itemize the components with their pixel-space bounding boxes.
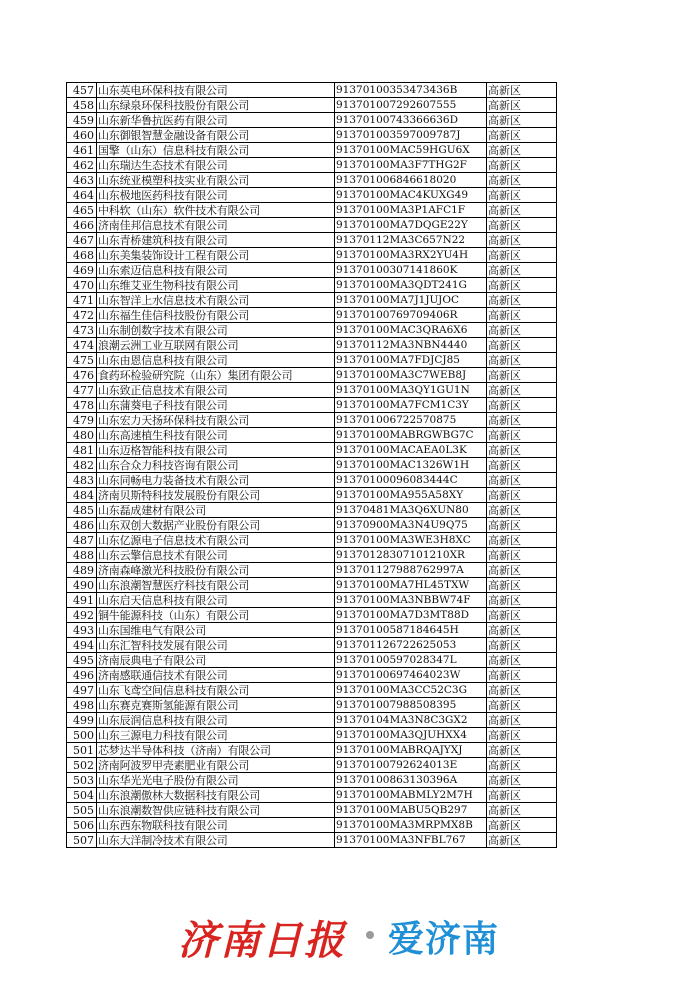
company-name: 山东西东物联科技有限公司 <box>97 818 335 833</box>
credit-code: 91370100MABMLY2M7H <box>335 788 487 803</box>
company-name: 山东国维电气有限公司 <box>97 623 335 638</box>
district: 高新区 <box>487 188 557 203</box>
table-row <box>67 278 557 293</box>
district: 高新区 <box>487 113 557 128</box>
credit-code: 91370100307141860K <box>335 263 487 278</box>
district: 高新区 <box>487 248 557 263</box>
table-row <box>67 428 557 443</box>
row-number: 463 <box>67 173 97 188</box>
table-row <box>67 293 557 308</box>
row-number: 495 <box>67 653 97 668</box>
district: 高新区 <box>487 278 557 293</box>
company-table-container <box>66 82 556 848</box>
company-name: 铜牛能源科技（山东）有限公司 <box>97 608 335 623</box>
credit-code: 91370100MA3CC52C3G <box>335 683 487 698</box>
footer-watermark <box>0 905 700 965</box>
table-row <box>67 443 557 458</box>
company-name: 山东浪潮数智供应链科技有限公司 <box>97 803 335 818</box>
company-name: 山东蒲葵电子科技有限公司 <box>97 398 335 413</box>
company-name: 山东极地医药科技有限公司 <box>97 188 335 203</box>
company-name: 济南阿波罗甲壳素肥业有限公司 <box>97 758 335 773</box>
row-number: 477 <box>67 383 97 398</box>
credit-code: 91370100792624013E <box>335 758 487 773</box>
table-row <box>67 698 557 713</box>
credit-code: 91370100MAC1326W1H <box>335 458 487 473</box>
table-row <box>67 533 557 548</box>
credit-code: 91370100MA7DQGE22Y <box>335 218 487 233</box>
table-row <box>67 563 557 578</box>
district: 高新区 <box>487 83 557 98</box>
district: 高新区 <box>487 233 557 248</box>
district: 高新区 <box>487 563 557 578</box>
row-number: 499 <box>67 713 97 728</box>
credit-code: 91370100MA7FCM1C3Y <box>335 398 487 413</box>
table-row <box>67 113 557 128</box>
row-number: 461 <box>67 143 97 158</box>
row-number: 475 <box>67 353 97 368</box>
row-number: 483 <box>67 473 97 488</box>
district: 高新区 <box>487 143 557 158</box>
table-row <box>67 263 557 278</box>
company-name: 山东双创大数据产业股份有限公司 <box>97 518 335 533</box>
row-number: 489 <box>67 563 97 578</box>
credit-code: 91370100743366636D <box>335 113 487 128</box>
company-name: 山东福生佳信科技股份有限公司 <box>97 308 335 323</box>
row-number: 490 <box>67 578 97 593</box>
credit-code: 91370100587184645H <box>335 623 487 638</box>
table-row <box>67 98 557 113</box>
district: 高新区 <box>487 323 557 338</box>
company-name: 山东大洋制冷技术有限公司 <box>97 833 335 848</box>
table-row <box>67 128 557 143</box>
table-row <box>67 248 557 263</box>
row-number: 466 <box>67 218 97 233</box>
table-row <box>67 593 557 608</box>
row-number: 478 <box>67 398 97 413</box>
district: 高新区 <box>487 668 557 683</box>
row-number: 488 <box>67 548 97 563</box>
district: 高新区 <box>487 578 557 593</box>
credit-code: 91370100MABRQAJYXJ <box>335 743 487 758</box>
table-row <box>67 143 557 158</box>
row-number: 465 <box>67 203 97 218</box>
row-number: 471 <box>67 293 97 308</box>
company-name: 山东华光光电子股份有限公司 <box>97 773 335 788</box>
row-number: 503 <box>67 773 97 788</box>
row-number: 479 <box>67 413 97 428</box>
district: 高新区 <box>487 683 557 698</box>
table-row <box>67 398 557 413</box>
company-name: 山东高速植生科技有限公司 <box>97 428 335 443</box>
company-name: 山东智洋上水信息技术有限公司 <box>97 293 335 308</box>
credit-code: 91370100MA3MRPMX8B <box>335 818 487 833</box>
district: 高新区 <box>487 428 557 443</box>
district: 高新区 <box>487 443 557 458</box>
table-row <box>67 173 557 188</box>
credit-code: 91370100769709406R <box>335 308 487 323</box>
table-row <box>67 323 557 338</box>
district: 高新区 <box>487 713 557 728</box>
district: 高新区 <box>487 308 557 323</box>
company-name: 山东浪潮傲林大数据科技有限公司 <box>97 788 335 803</box>
separator-dot <box>366 931 374 939</box>
table-row <box>67 368 557 383</box>
table-row <box>67 503 557 518</box>
district: 高新区 <box>487 353 557 368</box>
credit-code: 91370100MA3WE3H8XC <box>335 533 487 548</box>
district: 高新区 <box>487 98 557 113</box>
credit-code: 91370100MAC4KUXG49 <box>335 188 487 203</box>
district: 高新区 <box>487 473 557 488</box>
table-row <box>67 683 557 698</box>
row-number: 460 <box>67 128 97 143</box>
company-name: 山东汇智科技发展有限公司 <box>97 638 335 653</box>
company-name: 山东亿源电子信息技术有限公司 <box>97 533 335 548</box>
district: 高新区 <box>487 398 557 413</box>
row-number: 464 <box>67 188 97 203</box>
district: 高新区 <box>487 803 557 818</box>
district: 高新区 <box>487 623 557 638</box>
row-number: 480 <box>67 428 97 443</box>
row-number: 491 <box>67 593 97 608</box>
credit-code: 913701126722625053 <box>335 638 487 653</box>
district: 高新区 <box>487 638 557 653</box>
table-row <box>67 713 557 728</box>
table-row <box>67 653 557 668</box>
table-row <box>67 383 557 398</box>
table-row <box>67 818 557 833</box>
credit-code: 91370100MA7HL45TXW <box>335 578 487 593</box>
credit-code: 91370100MA3QDT241G <box>335 278 487 293</box>
company-name: 山东飞鸢空间信息科技有限公司 <box>97 683 335 698</box>
district: 高新区 <box>487 818 557 833</box>
district: 高新区 <box>487 338 557 353</box>
district: 高新区 <box>487 533 557 548</box>
district: 高新区 <box>487 128 557 143</box>
table-row <box>67 803 557 818</box>
credit-code: 91370900MA3N4U9Q75 <box>335 518 487 533</box>
credit-code: 91370100MA3F7THG2F <box>335 158 487 173</box>
company-name: 山东浪潮智慧医疗科技有限公司 <box>97 578 335 593</box>
company-name: 山东合众力科技咨询有限公司 <box>97 458 335 473</box>
table-row <box>67 773 557 788</box>
credit-code: 91370100MA7FDJCJ85 <box>335 353 487 368</box>
credit-code: 91370100697464023W <box>335 668 487 683</box>
district: 高新区 <box>487 743 557 758</box>
row-number: 458 <box>67 98 97 113</box>
table-row <box>67 203 557 218</box>
row-number: 506 <box>67 818 97 833</box>
company-name: 山东维艾亚生物科技有限公司 <box>97 278 335 293</box>
company-name: 山东瑞达生态技术有限公司 <box>97 158 335 173</box>
company-name: 山东制创数字技术有限公司 <box>97 323 335 338</box>
table-row <box>67 623 557 638</box>
table-row <box>67 233 557 248</box>
company-name: 山东致正信息技术有限公司 <box>97 383 335 398</box>
table-row <box>67 578 557 593</box>
company-name: 山东美集装饰设计工程有限公司 <box>97 248 335 263</box>
row-number: 487 <box>67 533 97 548</box>
credit-code: 913701003597009787J <box>335 128 487 143</box>
credit-code: 91370100863130396A <box>335 773 487 788</box>
district: 高新区 <box>487 503 557 518</box>
table-row <box>67 548 557 563</box>
table-row <box>67 488 557 503</box>
company-name: 山东辰润信息科技有限公司 <box>97 713 335 728</box>
company-name: 山东同畅电力装备技术有限公司 <box>97 473 335 488</box>
row-number: 497 <box>67 683 97 698</box>
table-row <box>67 728 557 743</box>
row-number: 473 <box>67 323 97 338</box>
row-number: 469 <box>67 263 97 278</box>
company-name: 济南佳邦信息技术有限公司 <box>97 218 335 233</box>
company-name: 山东绿泉环保科技股份有限公司 <box>97 98 335 113</box>
credit-code: 91370100096083444C <box>335 473 487 488</box>
table-row <box>67 218 557 233</box>
company-name: 中科软（山东）软件技术有限公司 <box>97 203 335 218</box>
district: 高新区 <box>487 608 557 623</box>
company-table <box>66 82 557 848</box>
row-number: 476 <box>67 368 97 383</box>
row-number: 457 <box>67 83 97 98</box>
credit-code: 91370481MA3Q6XUN80 <box>335 503 487 518</box>
row-number: 500 <box>67 728 97 743</box>
credit-code: 91370100MA3NFBL767 <box>335 833 487 848</box>
row-number: 474 <box>67 338 97 353</box>
row-number: 485 <box>67 503 97 518</box>
row-number: 501 <box>67 743 97 758</box>
company-name: 山东由恩信息科技有限公司 <box>97 353 335 368</box>
company-table-body <box>67 83 557 848</box>
district: 高新区 <box>487 653 557 668</box>
district: 高新区 <box>487 203 557 218</box>
credit-code: 913701007988508395 <box>335 698 487 713</box>
district: 高新区 <box>487 218 557 233</box>
district: 高新区 <box>487 263 557 278</box>
row-number: 467 <box>67 233 97 248</box>
row-number: 484 <box>67 488 97 503</box>
table-row <box>67 413 557 428</box>
company-name: 浪潮云洲工业互联网有限公司 <box>97 338 335 353</box>
company-name: 济南感联通信技术有限公司 <box>97 668 335 683</box>
credit-code: 913701127988762997A <box>335 563 487 578</box>
credit-code: 913701006846618020 <box>335 173 487 188</box>
row-number: 502 <box>67 758 97 773</box>
credit-code: 91370100MA3QY1GU1N <box>335 383 487 398</box>
company-name: 济南森峰激光科技股份有限公司 <box>97 563 335 578</box>
district: 高新区 <box>487 158 557 173</box>
credit-code: 91370100MA3P1AFC1F <box>335 203 487 218</box>
credit-code: 91370100MA955A58XY <box>335 488 487 503</box>
table-row <box>67 608 557 623</box>
district: 高新区 <box>487 758 557 773</box>
app-logo: 爱济南 <box>388 919 500 960</box>
credit-code: 913701006722570875 <box>335 413 487 428</box>
table-row <box>67 158 557 173</box>
company-name: 济南贝斯特科技发展股份有限公司 <box>97 488 335 503</box>
company-name: 山东索迈信息科技有限公司 <box>97 263 335 278</box>
district: 高新区 <box>487 698 557 713</box>
row-number: 472 <box>67 308 97 323</box>
credit-code: 91370112MA3NBN4440 <box>335 338 487 353</box>
table-row <box>67 353 557 368</box>
table-row <box>67 83 557 98</box>
row-number: 507 <box>67 833 97 848</box>
table-row <box>67 458 557 473</box>
credit-code: 91370100MA3C7WEB8J <box>335 368 487 383</box>
district: 高新区 <box>487 518 557 533</box>
company-name: 山东三源电力科技有限公司 <box>97 728 335 743</box>
table-row <box>67 743 557 758</box>
credit-code: 91370100MAC59HGU6X <box>335 143 487 158</box>
credit-code: 91370100MA7D3MT88D <box>335 608 487 623</box>
row-number: 496 <box>67 668 97 683</box>
district: 高新区 <box>487 413 557 428</box>
district: 高新区 <box>487 788 557 803</box>
credit-code: 91370100MAC3QRA6X6 <box>335 323 487 338</box>
company-name: 山东启天信息科技有限公司 <box>97 593 335 608</box>
credit-code: 91370100353473436B <box>335 83 487 98</box>
district: 高新区 <box>487 368 557 383</box>
row-number: 481 <box>67 443 97 458</box>
row-number: 492 <box>67 608 97 623</box>
credit-code: 91370112MA3C657N22 <box>335 233 487 248</box>
company-name: 山东新华鲁抗医药有限公司 <box>97 113 335 128</box>
district: 高新区 <box>487 488 557 503</box>
row-number: 470 <box>67 278 97 293</box>
credit-code: 91370100MA3RX2YU4H <box>335 248 487 263</box>
table-row <box>67 833 557 848</box>
table-row <box>67 188 557 203</box>
company-name: 山东赛克赛斯氢能源有限公司 <box>97 698 335 713</box>
table-row <box>67 758 557 773</box>
company-name: 山东迈格智能科技有限公司 <box>97 443 335 458</box>
credit-code: 91370100MA3QJUHXX4 <box>335 728 487 743</box>
credit-code: 91370100MACAEA0L3K <box>335 443 487 458</box>
district: 高新区 <box>487 833 557 848</box>
district: 高新区 <box>487 773 557 788</box>
table-row <box>67 668 557 683</box>
row-number: 459 <box>67 113 97 128</box>
credit-code: 91370104MA3N8C3GX2 <box>335 713 487 728</box>
district: 高新区 <box>487 593 557 608</box>
district: 高新区 <box>487 548 557 563</box>
table-row <box>67 638 557 653</box>
row-number: 462 <box>67 158 97 173</box>
row-number: 504 <box>67 788 97 803</box>
credit-code: 91370100MA7J1JUJOC <box>335 293 487 308</box>
company-name: 山东御银智慧金融设备有限公司 <box>97 128 335 143</box>
company-name: 山东云擎信息技术有限公司 <box>97 548 335 563</box>
district: 高新区 <box>487 383 557 398</box>
row-number: 493 <box>67 623 97 638</box>
company-name: 山东宏力天扬环保科技有限公司 <box>97 413 335 428</box>
table-row <box>67 788 557 803</box>
credit-code: 91370100597028347L <box>335 653 487 668</box>
district: 高新区 <box>487 458 557 473</box>
credit-code: 91370128307101210XR <box>335 548 487 563</box>
company-name: 国擎（山东）信息科技有限公司 <box>97 143 335 158</box>
row-number: 505 <box>67 803 97 818</box>
credit-code: 91370100MABU5QB297 <box>335 803 487 818</box>
credit-code: 91370100MA3NBBW74F <box>335 593 487 608</box>
row-number: 494 <box>67 638 97 653</box>
row-number: 498 <box>67 698 97 713</box>
company-name: 山东英电环保科技有限公司 <box>97 83 335 98</box>
district: 高新区 <box>487 728 557 743</box>
company-name: 济南辰典电子有限公司 <box>97 653 335 668</box>
credit-code: 91370100MABRGWBG7C <box>335 428 487 443</box>
row-number: 482 <box>67 458 97 473</box>
company-name: 山东青桥建筑科技有限公司 <box>97 233 335 248</box>
table-row <box>67 473 557 488</box>
credit-code: 913701007292607555 <box>335 98 487 113</box>
company-name: 食药环检验研究院（山东）集团有限公司 <box>97 368 335 383</box>
row-number: 486 <box>67 518 97 533</box>
table-row <box>67 308 557 323</box>
district: 高新区 <box>487 293 557 308</box>
newspaper-logo: 济南日报 <box>178 917 346 964</box>
company-name: 芯梦达半导体科技（济南）有限公司 <box>97 743 335 758</box>
table-row <box>67 338 557 353</box>
company-name: 山东统亚模塑科技实业有限公司 <box>97 173 335 188</box>
table-row <box>67 518 557 533</box>
row-number: 468 <box>67 248 97 263</box>
company-name: 山东磊成建材有限公司 <box>97 503 335 518</box>
district: 高新区 <box>487 173 557 188</box>
